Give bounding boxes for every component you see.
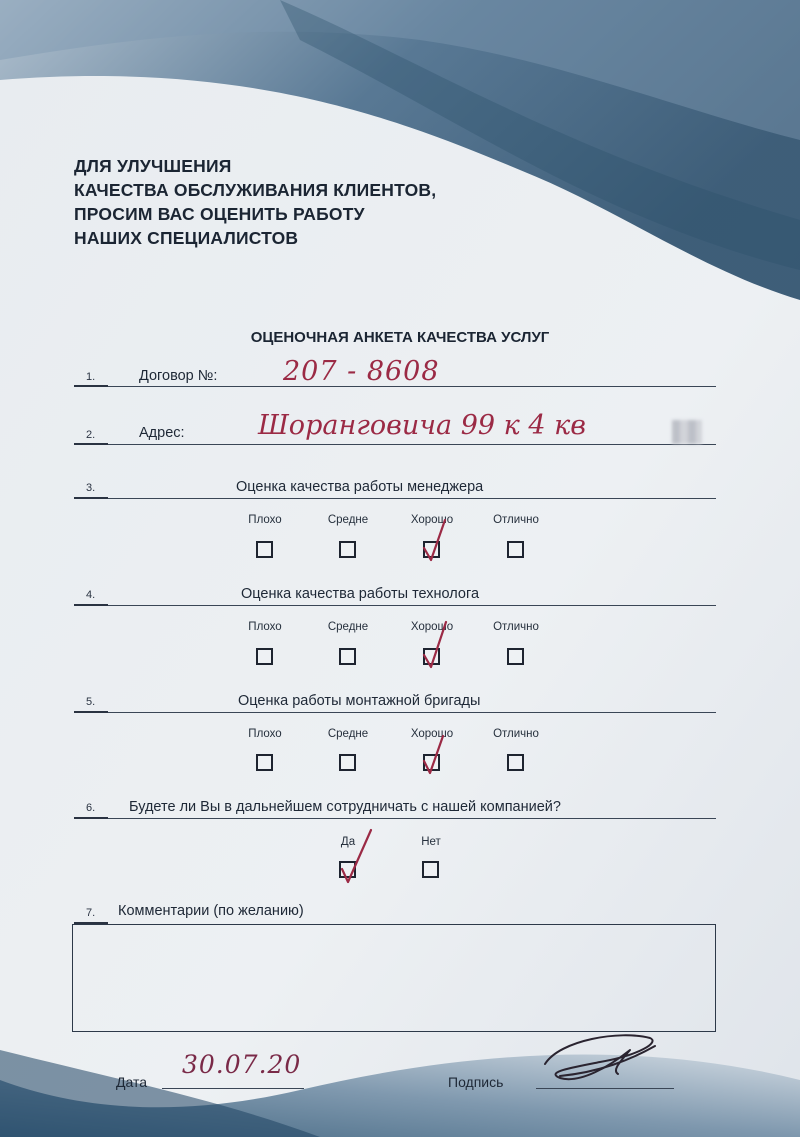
check-mark-manager-good (424, 520, 445, 560)
option-label-bad: Плохо (248, 514, 282, 526)
option-label-yes: Да (340, 836, 356, 848)
option-label-good: Хорошо (410, 621, 454, 633)
item-number: 7. (86, 907, 96, 919)
option-label-average: Средне (327, 514, 369, 526)
option-label-bad: Плохо (248, 621, 282, 633)
check-mark-cooperate-yes (342, 830, 371, 882)
item-number: 2. (86, 429, 96, 441)
signature-drawing (545, 1035, 655, 1079)
item-number: 6. (86, 802, 96, 814)
address-handwritten-value: Шоранговича 99 к 4 кв (258, 410, 586, 441)
check-mark-crew-good (424, 736, 443, 773)
option-label-excellent: Отлично (493, 514, 539, 526)
option-label-average: Средне (327, 728, 369, 740)
address-label: Адрес: (139, 425, 185, 441)
form-title: ОЦЕНОЧНАЯ АНКЕТА КАЧЕСТВА УСЛУГ (250, 329, 550, 346)
item-number: 3. (86, 482, 96, 494)
cooperation-text: Будете ли Вы в дальнейшем сотрудничать с нашей компанией? (129, 799, 561, 815)
option-label-excellent: Отлично (493, 728, 539, 740)
intro-line: ПРОСИМ ВАС ОЦЕНИТЬ РАБОТУ (74, 204, 365, 224)
item-number: 1. (86, 371, 96, 383)
rating-title: Оценка качества работы технолога (241, 586, 480, 602)
contract-label: Договор №: (139, 368, 218, 384)
contract-handwritten-value: 207 - 8608 (283, 356, 440, 387)
option-label-average: Средне (327, 621, 369, 633)
rating-title: Оценка работы монтажной бригады (238, 693, 481, 709)
signature-label: Подпись (448, 1074, 504, 1090)
option-label-bad: Плохо (248, 728, 282, 740)
check-mark-technologist-good (424, 622, 446, 667)
option-label-excellent: Отлично (493, 621, 539, 633)
rating-title: Оценка качества работы менеджера (236, 479, 484, 495)
item-number: 4. (86, 589, 96, 601)
option-label-good: Хорошо (410, 728, 454, 740)
intro-line: КАЧЕСТВА ОБСЛУЖИВАНИЯ КЛИЕНТОВ, (74, 180, 437, 200)
comments-label: Комментарии (по желанию) (118, 903, 304, 919)
intro-line: НАШИХ СПЕЦИАЛИСТОВ (74, 228, 299, 248)
item-number: 5. (86, 696, 96, 708)
option-label-no: Нет (421, 836, 441, 848)
intro-line: ДЛЯ УЛУЧШЕНИЯ (74, 156, 232, 176)
option-label-good: Хорошо (410, 514, 454, 526)
date-label: Дата (116, 1074, 148, 1090)
date-handwritten-value[interactable]: 30.07.20 (182, 1050, 302, 1079)
